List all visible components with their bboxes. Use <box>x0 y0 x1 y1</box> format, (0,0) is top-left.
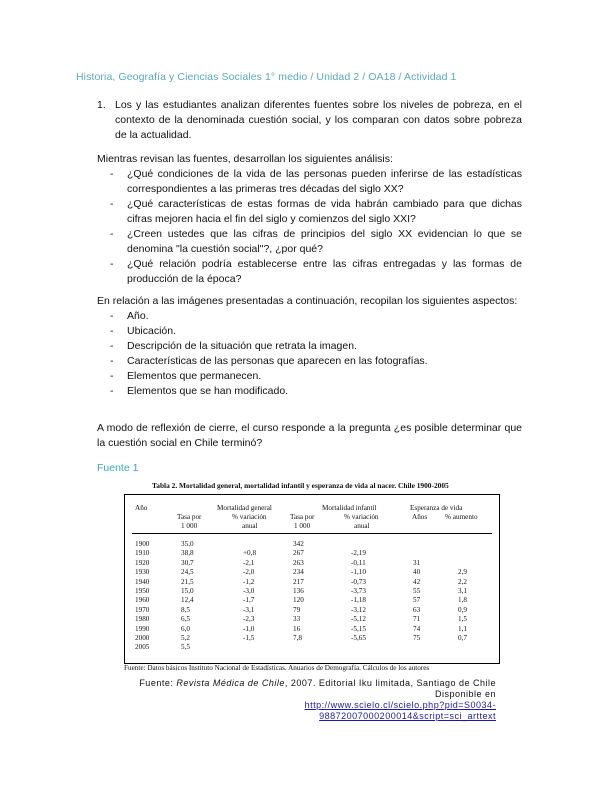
table-cell: -1,10 <box>351 568 366 577</box>
table-cell: 57 <box>413 596 421 605</box>
group-esperanza-header: Esperanza de vida <box>410 504 463 512</box>
table-cell: -2,1 <box>243 558 255 567</box>
group-infantil-header: Mortalidad infantil <box>322 504 377 512</box>
table-cell: 71 <box>413 615 421 624</box>
sub-var-infantil: % variación <box>344 513 379 521</box>
sub-aumento: % aumento <box>445 513 478 521</box>
source-link-line-2[interactable]: 98872007000200014&script=sci_arttext <box>319 711 496 721</box>
sub-anos: Años <box>412 513 428 521</box>
table-cell: 35,0 <box>181 540 194 548</box>
item-1-text: Los y las estudiantes analizan diferentes fuentes sobre los niveles de pobreza, en el contexto de la denominada cuestión social, y los comparan con datos sobre pobreza de la actualidad. <box>115 99 522 141</box>
table-cell: 1970 <box>135 605 150 614</box>
table-cell: 16 <box>293 624 301 633</box>
table-cell: -3,12 <box>351 605 366 614</box>
table-cell: -5,15 <box>351 624 366 633</box>
group-general-header: Mortalidad general <box>217 504 272 512</box>
table-cell: 24,5 <box>181 568 194 577</box>
item-1 <box>97 98 522 143</box>
table-cell: 40 <box>413 568 421 577</box>
table-cell: -3,1 <box>243 605 255 614</box>
fuente-label: Fuente 1 <box>97 462 139 474</box>
table-cell: 1960 <box>135 596 150 605</box>
table-cell: 0,9 <box>458 605 467 614</box>
table-cell: 38,8 <box>181 549 194 558</box>
table-cell: -5,12 <box>351 615 366 624</box>
table-cell: 55 <box>413 587 421 595</box>
table-cell: -2,0 <box>243 568 255 577</box>
images-item: - Elementos que se han modificado. <box>110 385 289 397</box>
source-rest: , 2007. Editorial Iku limitada, Santiago de Chile <box>284 678 496 688</box>
table-cell: 1930 <box>135 568 150 577</box>
table-cell: 1,8 <box>458 596 467 605</box>
source-prefix: Fuente: <box>139 678 177 688</box>
table-cell: 63 <box>413 605 421 614</box>
images-item: - Descripción de la situación que retrata la imagen. <box>110 340 357 352</box>
analysis-intro: Mientras revisan las fuentes, desarrollan los siguientes análisis: <box>97 153 393 165</box>
table-cell: 217 <box>293 577 304 586</box>
table-cell: 75 <box>413 634 421 642</box>
table-cell: 1940 <box>135 577 150 586</box>
table-cell: -0,11 <box>351 558 366 567</box>
table-cell: 1,5 <box>458 615 467 624</box>
table-cell: 42 <box>413 577 421 586</box>
table-cell: 6,5 <box>181 615 190 624</box>
item-1-number: 1. <box>97 99 106 111</box>
source-journal: Revista Médica de Chile <box>176 678 285 688</box>
sub-var-general: % variación <box>232 513 267 521</box>
source-citation <box>139 678 496 722</box>
table-cell: 6,0 <box>181 624 190 633</box>
images-intro: En relación a las imágenes presentadas a continuación, recopilan los siguientes aspectos: <box>97 295 518 307</box>
sub-tasa-general: Tasa por <box>177 513 202 521</box>
table-cell: 2005 <box>135 643 150 652</box>
closing-paragraph: A modo de reflexión de cierre, el curso responde a la pregunta ¿es posible determinar que la cuestión social en Chile terminó? <box>97 422 522 449</box>
analysis-item: - ¿Qué características de estas formas de vida habrán cambiado para que dichas cifras mejoren hacia el fin del siglo y comienzos del siglo XXI? <box>110 198 522 225</box>
header-divider <box>132 533 492 534</box>
table-cell: 1910 <box>135 549 150 558</box>
table-note: Fuente: Datos básicos Instituto Nacional de Estadísticas. Anuarios de Demografía. Cálculos de los autores <box>124 664 430 672</box>
table-cell: -2,3 <box>243 615 255 624</box>
table-cell: 0,7 <box>458 634 467 642</box>
table-cell: 5,5 <box>181 643 190 652</box>
table-cell: -1,2 <box>243 577 255 586</box>
table-cell: 1950 <box>135 587 150 595</box>
images-item: - Ubicación. <box>110 325 177 337</box>
source-line <box>139 678 496 689</box>
analysis-section <box>97 152 522 287</box>
table-cell: 136 <box>293 587 304 595</box>
table-cell: 1920 <box>135 558 150 567</box>
table-cell: 33 <box>293 615 301 624</box>
analysis-item: - ¿Qué condiciones de la vida de las personas pueden inferirse de las estadísticas correspondientes a las primeras tres décadas del siglo XX? <box>110 168 522 195</box>
table-cell: 5,2 <box>181 634 190 642</box>
table-cell: -3,73 <box>351 587 366 595</box>
table-title: Tabla 2. Mortalidad general, mortalidad infantil y esperanza de vida al nacer. Chile 1900-2005 <box>152 481 449 490</box>
table-cell: 2,2 <box>458 577 467 586</box>
table-cell: 1,1 <box>458 624 467 633</box>
table-cell: 234 <box>293 568 304 577</box>
table-cell: 3,1 <box>458 587 467 595</box>
images-item: - Año. <box>110 310 149 322</box>
table-cell: -1,18 <box>351 596 366 605</box>
table-cell: 2,9 <box>458 568 467 577</box>
sub-anual-general: anual <box>242 522 258 530</box>
table-cell: -5,65 <box>351 634 366 642</box>
col-year-header: Año <box>135 504 148 512</box>
analysis-item: - ¿Qué relación podría establecerse entre las cifras entregadas y las formas de producción de la época? <box>110 258 522 285</box>
source-link-line-1[interactable]: http://www.scielo.cl/scielo.php?pid=S0034- <box>304 700 496 710</box>
images-item: - Elementos que permanecen. <box>110 370 262 382</box>
table-cell: +0,8 <box>243 549 257 558</box>
table-cell: -1,5 <box>243 634 255 642</box>
table-cell: 2000 <box>135 634 150 642</box>
table-cell: 8,5 <box>181 605 190 614</box>
table-cell: 7,8 <box>293 634 302 642</box>
mortality-table <box>124 494 500 664</box>
table-cell: -1,0 <box>243 624 255 633</box>
table-cell: 267 <box>293 549 304 558</box>
table-cell: -2,19 <box>351 549 366 558</box>
sub-anual-infantil: anual <box>354 522 370 530</box>
table-cell: 1990 <box>135 624 150 633</box>
source-available: Disponible en <box>434 689 496 699</box>
table-cell: 30,7 <box>181 558 194 567</box>
analysis-item: - ¿Creen ustedes que las cifras de principios del siglo XX evidencian lo que se denomina "la cuestión social"?, ¿por qué? <box>110 228 522 255</box>
table-cell: 31 <box>413 558 421 567</box>
images-section <box>97 294 522 399</box>
sub-tasa-infantil: Tasa por <box>290 513 315 521</box>
table-cell: 1900 <box>135 540 150 548</box>
table-cell: 1980 <box>135 615 150 624</box>
table-cell: -0,73 <box>351 577 366 586</box>
sub-1000-infantil: 1 000 <box>294 522 311 530</box>
table-cell: 120 <box>293 596 304 605</box>
table-cell: 342 <box>293 540 304 548</box>
table-cell: 15,0 <box>181 587 194 595</box>
table-cell: 21,5 <box>181 577 194 586</box>
table-cell: 12,4 <box>181 596 194 605</box>
table-cell: 263 <box>293 558 304 567</box>
sub-1000-general: 1 000 <box>181 522 198 530</box>
table-cell: -3,0 <box>243 587 255 595</box>
table-cell: -1,7 <box>243 596 255 605</box>
table-cell: 79 <box>293 605 301 614</box>
table-cell: 74 <box>413 624 421 633</box>
images-item: - Características de las personas que aparecen en las fotografías. <box>110 355 428 367</box>
page-header: Historia, Geografía y Ciencias Sociales 1° medio / Unidad 2 / OA18 / Actividad 1 <box>76 71 457 83</box>
